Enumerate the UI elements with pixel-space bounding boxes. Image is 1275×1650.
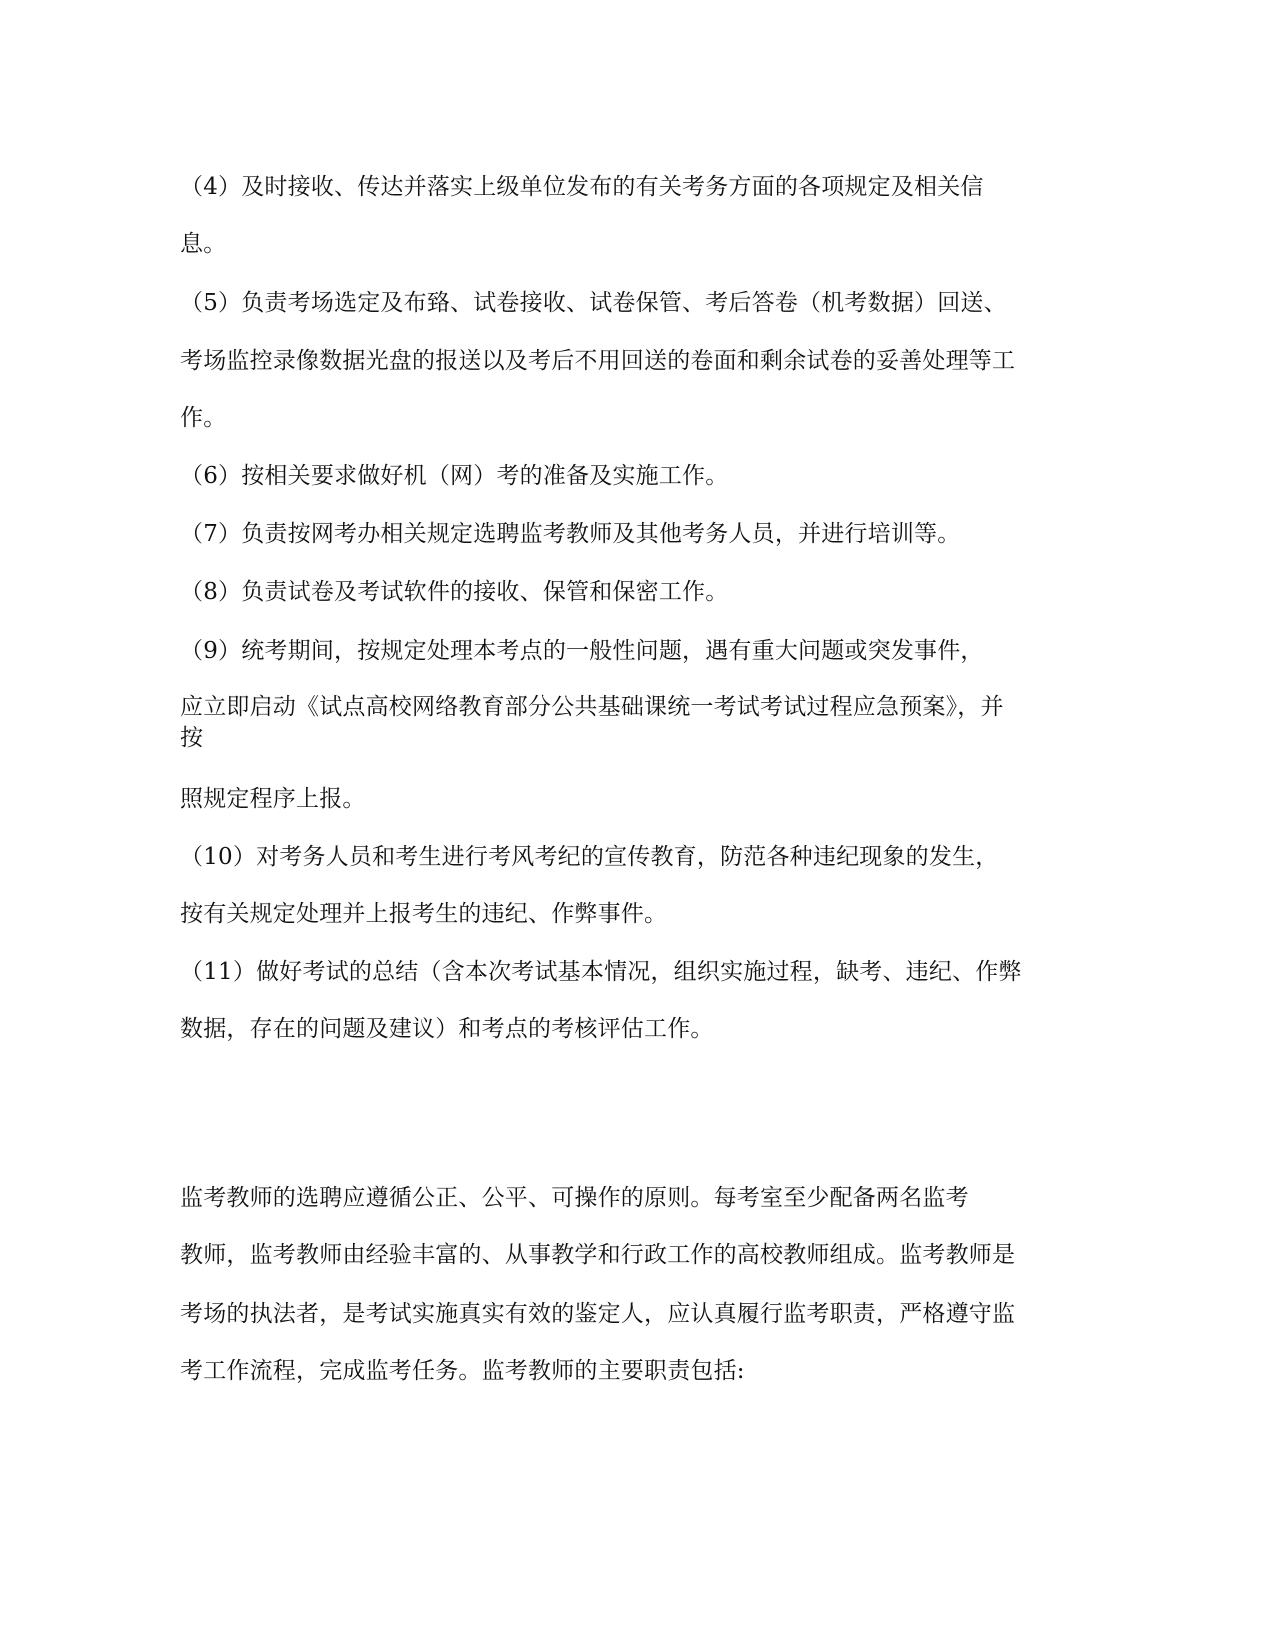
text-line: 教师，监考教师由经验丰富的、从事教学和行政工作的高校教师组成。监考教师是 (180, 1242, 1016, 1268)
text-line: （10）对考务人员和考生进行考风考纪的宣传教育，防范各种违纪现象的发生， (180, 844, 999, 870)
text-line: 数据，存在的问题及建议）和考点的考核评估工作。 (180, 1016, 714, 1042)
text-line: （9）统考期间，按规定处理本考点的一般性问题，遇有重大问题或突发事件， (180, 638, 984, 664)
text-line: 考场监控录像数据光盘的报送以及考后不用回送的卷面和剩余试卷的妥善处理等工 (180, 348, 1016, 374)
text-line: 作。 (180, 405, 227, 431)
text-line: （7）负责按网考办相关规定选聘监考教师及其他考务人员，并进行培训等。 (180, 521, 961, 547)
text-line: 考场的执法者，是考试实施真实有效的鉴定人，应认真履行监考职责，严格遵守监 (180, 1301, 1016, 1327)
text-line: （5）负责考场选定及布臵、试卷接收、试卷保管、考后答卷（机考数据）回送、 (180, 290, 1007, 316)
text-line: 照规定程序上报。 (180, 786, 366, 812)
text-line: （6）按相关要求做好机（网）考的准备及实施工作。 (180, 463, 729, 489)
text-line: 息。 (180, 231, 227, 257)
text-line: 考工作流程，完成监考任务。监考教师的主要职责包括: (180, 1358, 745, 1384)
text-line: （4）及时接收、传达并落实上级单位发布的有关考务方面的各项规定及相关信 (180, 174, 984, 200)
text-line: （8）负责试卷及考试软件的接收、保管和保密工作。 (180, 579, 729, 605)
text-line: 监考教师的选聘应遵循公正、公平、可操作的原则。每考室至少配备两名监考 (180, 1185, 969, 1211)
text-line: 按有关规定处理并上报考生的违纪、作弊事件。 (180, 901, 668, 927)
text-line: 应立即启动《试点高校网络教育部分公共基础课统一考试考试过程应急预案》，并 (180, 694, 1004, 720)
text-line: 按 (180, 725, 204, 751)
text-line: （11）做好考试的总结（含本次考试基本情况，组织实施过程，缺考、违纪、作弊 (180, 959, 1022, 985)
